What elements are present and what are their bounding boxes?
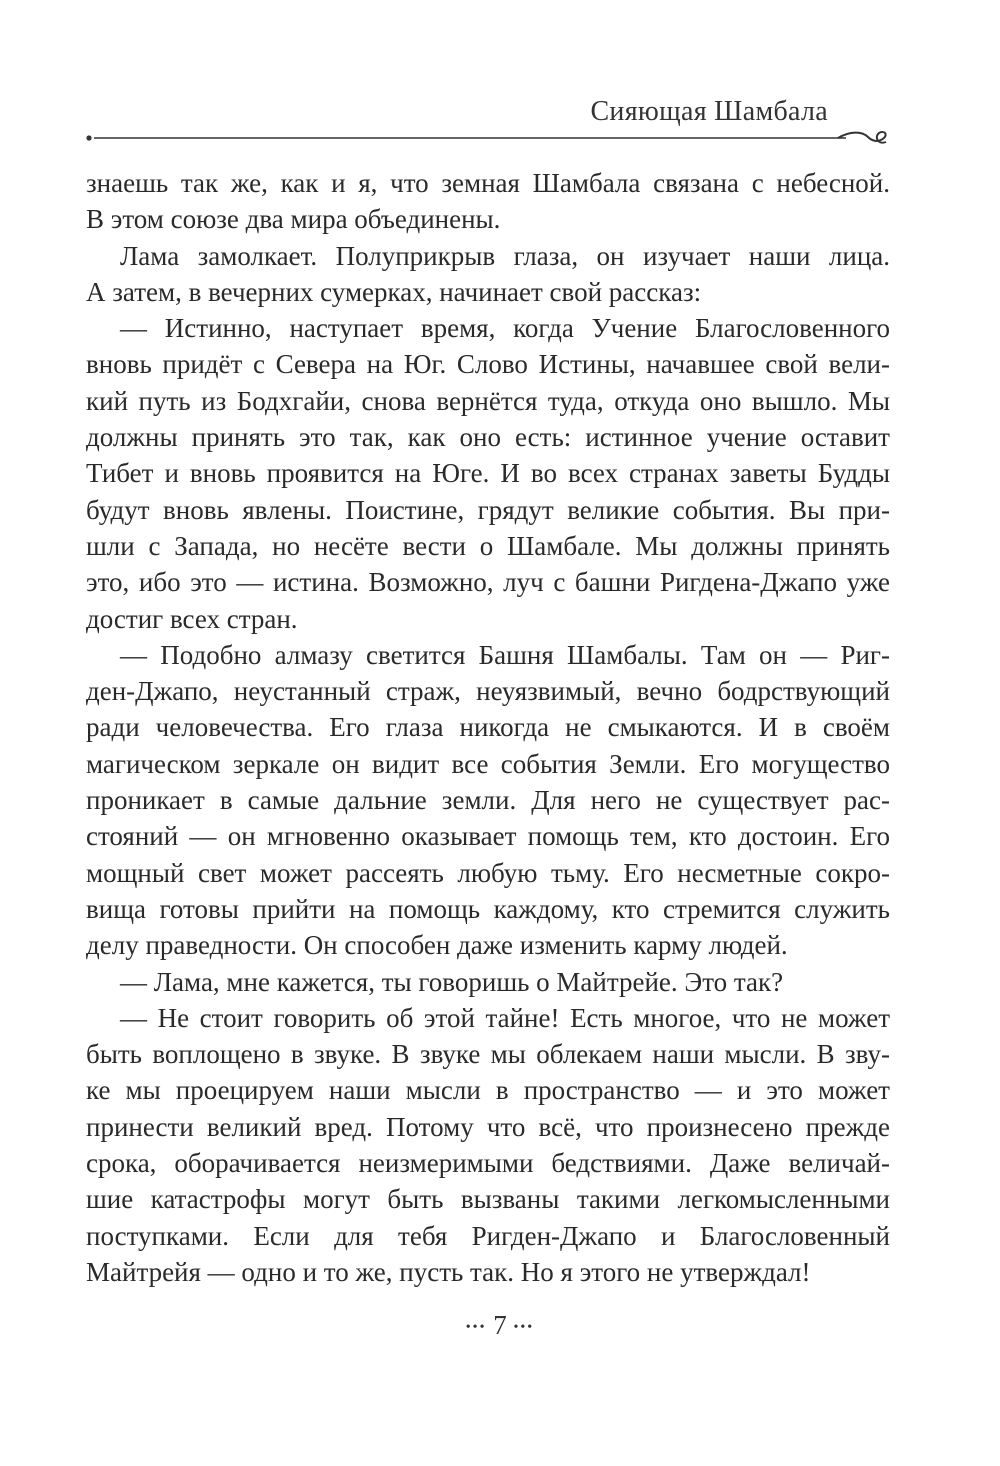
text-line: Тибет и вновь проявится на Юге. И во всех странах заветы Будды xyxy=(86,458,890,489)
text-line: стояний — он мгновенно оказывает помощь тем, кто достоин. Его xyxy=(86,821,890,852)
text-line: — Истинно, наступает время, когда Учение Благословенного xyxy=(120,313,890,344)
text-line: В этом союзе два мира объединены. xyxy=(86,204,501,235)
text-line: Майтрейя — одно и то же, пусть так. Но я этого не утверждал! xyxy=(86,1256,811,1287)
text-line: ради человечества. Его глаза никогда не смыкаются. И в своём xyxy=(86,712,890,743)
running-title: Сияющая Шамбала xyxy=(590,96,828,127)
text-line: — Лама, мне кажется, ты говоришь о Майтрейе. Это так? xyxy=(120,966,784,997)
text-line: будут вновь явлены. Поистине, грядут великие события. Вы при- xyxy=(86,494,890,525)
text-line: срока, оборачивается неизмеримыми бедствиями. Даже величай- xyxy=(86,1148,890,1179)
running-header xyxy=(86,96,890,146)
text-line: знаешь так же, как и я, что земная Шамбала связана с небесной. xyxy=(86,168,890,198)
text-line: это, ибо это — истина. Возможно, луч с башни Ригдена-Джапо уже xyxy=(86,567,890,598)
text-line: принести великий вред. Потому что всё, что произнесено прежде xyxy=(86,1111,890,1142)
text-line: кий путь из Бодхгайи, снова вернётся туда, откуда оно вышло. Мы xyxy=(86,385,890,416)
folio-ornament-right: ••• xyxy=(513,1319,535,1335)
text-line: быть воплощено в звуке. В звуке мы облекаем наши мысли. В зву- xyxy=(86,1039,890,1070)
text-line: поступками. Если для тебя Ригден-Джапо и Благословенный xyxy=(86,1220,890,1251)
folio-ornament-left: ••• xyxy=(465,1319,487,1335)
rule-dot-icon xyxy=(86,135,91,140)
text-line: магическом зеркале он видит все события Земли. Его могущество xyxy=(86,748,890,779)
text-line: проникает в самые дальние земли. Для него не существует рас- xyxy=(86,785,890,816)
text-line: вища готовы прийти на помощь каждому, кто стремится служить xyxy=(86,893,890,924)
text-line: делу праведности. Он способен даже изменить карму людей. xyxy=(86,930,788,961)
text-line: — Подобно алмазу светится Башня Шамбалы. Там он — Риг- xyxy=(120,639,890,670)
text-line: А затем, в вечерних сумерках, начинает свой рассказ: xyxy=(86,276,702,307)
page-number: 7 xyxy=(493,1310,507,1340)
text-line: должны принять это так, как оно есть: истинное учение оставит xyxy=(86,422,890,453)
text-line: Лама замолкает. Полуприкрыв глаза, он изучает наши лица. xyxy=(120,240,890,271)
header-rule-ornament xyxy=(86,129,890,147)
text-line: ке мы проецируем наши мысли в пространство — и это может xyxy=(86,1075,890,1106)
text-line: ден-Джапо, неустанный страж, неуязвимый, вечно бодрствующий xyxy=(86,676,890,707)
text-line: мощный свет может рассеять любую тьму. Его несметные сокро- xyxy=(86,857,890,888)
page-folio xyxy=(0,1310,1000,1341)
body-text xyxy=(86,165,890,1290)
text-line: вновь придёт с Севера на Юг. Слово Истины, начавшее свой вели- xyxy=(86,349,890,380)
text-line: достиг всех стран. xyxy=(86,603,298,634)
text-line: шие катастрофы могут быть вызваны такими легкомысленными xyxy=(86,1184,890,1215)
text-line: — Не стоит говорить об этой тайне! Есть многое, что не может xyxy=(120,1002,890,1033)
text-line: шли с Запада, но несёте вести о Шамбале. Мы должны принять xyxy=(86,530,890,561)
